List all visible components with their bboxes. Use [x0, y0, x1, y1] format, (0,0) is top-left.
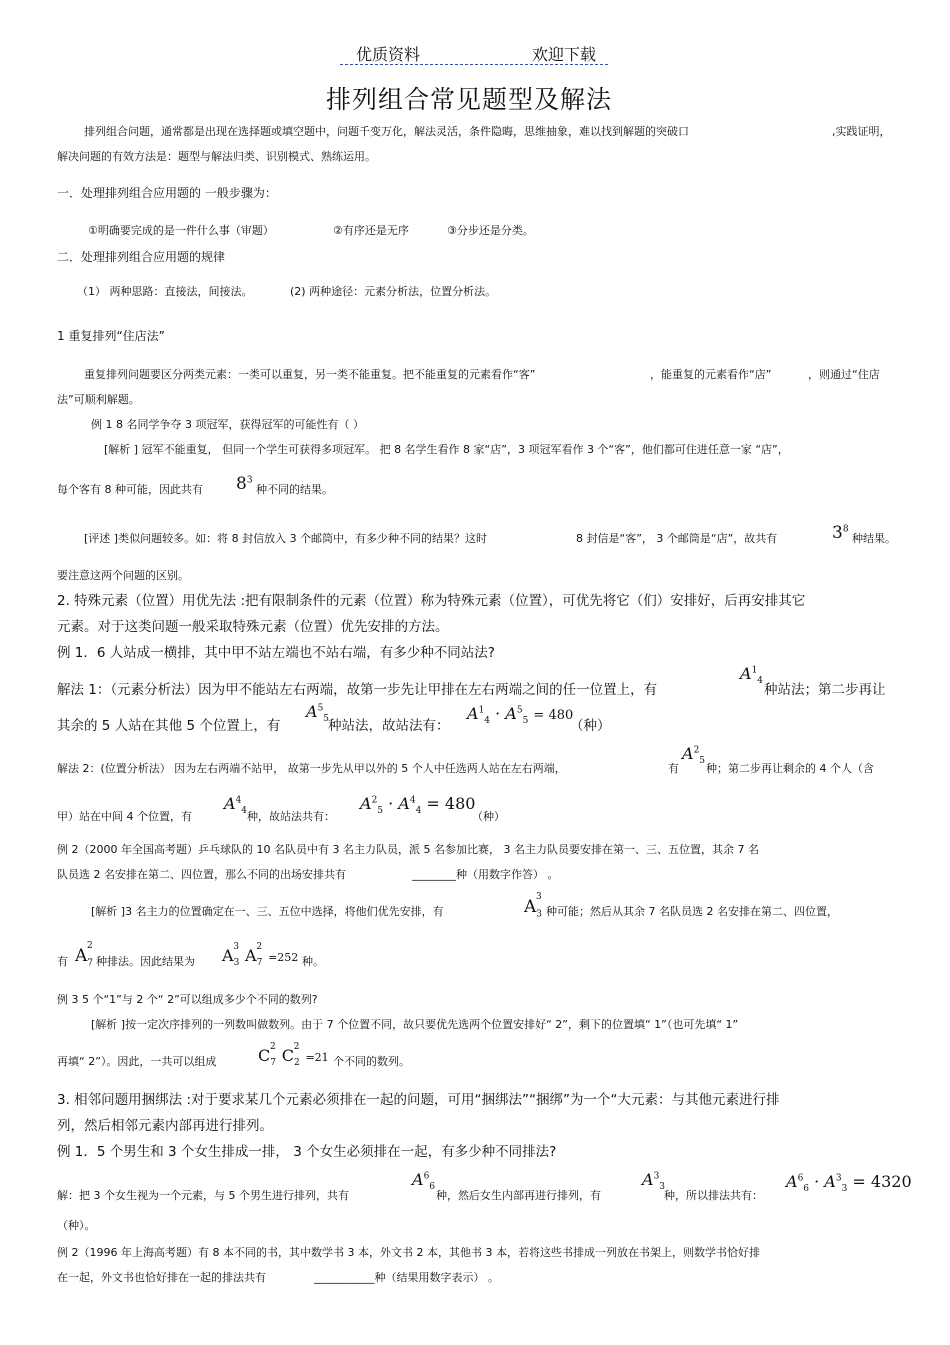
intro-line-1: 排列组合问题，通常都是出现在选择题或填空题中，问题千变万化，解法灵活，条件隐晦，思维抽象，难以找到解题的突破口	[84, 125, 689, 138]
topic-1-review-c: 种结果。	[852, 532, 896, 545]
topic-2-heading-a: 2. 特殊元素（位置）用优先法 :把有限制条件的元素（位置）称为特殊元素（位置），可优先将它（们）安排好，后再安排其它	[57, 593, 806, 609]
header-divider	[340, 64, 608, 65]
topic-2-example-2b: 队员选 2 名安排在第二、四位置，那么不同的出场安排共有	[57, 868, 346, 881]
page-title: 排列组合常见题型及解法	[326, 85, 613, 114]
rule-a: （1） 两种思路：直接法，间接法。	[77, 285, 253, 298]
topic-1-solution-2a: 每个客有 8 种可能，因此共有	[57, 483, 203, 496]
topic-2-ex2-sol-1: [解析 ]3 名主力的位置确定在一、三、五位中选择，将他们优先安排，有	[91, 905, 444, 918]
topic-2-ex3-sol-2a: 再填“ 2”）。因此，一共可以组成	[57, 1055, 217, 1068]
topic-2-sol2-c: 种；第二步再让剩余的 4 个人（含	[706, 762, 874, 775]
perm-a6-6: $A^6_6$	[412, 1170, 436, 1193]
header-right: 欢迎下载	[532, 45, 597, 64]
topic-3-heading-a: 3. 相邻问题用捆绑法 :对于要求某几个元素必须排在一起的问题，可用“捆绑法”“捆绑”为一个“大元素：与其他元素进行排	[57, 1092, 780, 1108]
topic-2-sol2-d: 甲）站在中间 4 个位置，有	[57, 810, 192, 823]
topic-2-sol1-a: 解法 1：（元素分析法）因为甲不能站左右两端，故第一步先让甲排在左右两端之间的任一位置上，有	[57, 682, 658, 698]
topic-3-sol-c: 种，所以排法共有：	[664, 1189, 763, 1202]
topic-2-sol2-a: 解法 2：(位置分析法） 因为左右两端不站甲， 故第一步先从甲以外的 5 个人中任选两人站在左右两端，	[57, 762, 566, 775]
topic-2-example-2c: ________种（用数字作答） 。	[412, 868, 559, 881]
topic-1-note: 要注意这两个问题的区别。	[57, 569, 189, 582]
topic-3-sol-a: 解：把 3 个女生视为一个元素，与 5 个男生进行排列，共有	[57, 1189, 349, 1202]
perm-a4-4: $A^4_4$	[224, 794, 248, 817]
topic-2-ex2-sol-2c: 种。	[302, 955, 324, 968]
step-b: ②有序还是无序	[333, 224, 409, 237]
topic-2-ex3-sol-1: [解析 ]按一定次序排列的一列数叫做数列。由于 7 个位置不同，故只要优先选两个位置安排好“ 2”，剩下的位置填“ 1”（也可先填“ 1”	[91, 1018, 739, 1031]
product-a4-a5: $A^1_4 \cdot A^5_5 = 480$	[467, 704, 574, 727]
topic-3-sol-d: （种）。	[57, 1219, 96, 1232]
topic-2-sol1-c: 其余的 5 人站在其他 5 个位置上，有	[57, 718, 281, 734]
power-8-3: $8^3$	[236, 474, 253, 494]
topic-3-example-2b: 在一起，外文书也恰好排在一起的排法共有	[57, 1271, 266, 1284]
topic-2-example-1: 例 1．6 人站成一横排，其中甲不站左端也不站右端，有多少种不同站法?	[57, 645, 495, 661]
topic-2-sol2-b: 有	[668, 762, 679, 775]
topic-2-sol1-d: 种站法，故站法有：	[328, 718, 450, 734]
product-a6-a3: $A^6_6 \cdot A^3_3 = 4320$	[786, 1172, 912, 1195]
power-3-8: $3^8$	[832, 523, 849, 543]
topic-2-sol1-e: （种）	[570, 718, 611, 734]
topic-2-example-2a: 例 2（2000 年全国高考题）乒乓球队的 10 名队员中有 3 名主力队员，派 5 名参加比赛， 3 名主力队员要安排在第一、三、五位置，其余 7 名	[57, 843, 759, 856]
topic-2-sol2-e: 种，故站法共有：	[247, 810, 335, 823]
topic-2-ex3-sol-2b: 个不同的数列。	[333, 1055, 410, 1068]
combination-c7-c2: $C_7^2$ $C_2^2=21$	[258, 1041, 329, 1069]
topic-1-para-1c: ，则通过“住店	[808, 368, 880, 381]
topic-3-example-2c: ___________种（结果用数字表示） 。	[314, 1271, 499, 1284]
topic-1-review-b: 8 封信是“客”， 3 个邮筒是“店”，故共有	[576, 532, 778, 545]
topic-1-para-1b: ，能重复的元素看作“店”	[650, 368, 772, 381]
header-left: 优质资料	[356, 45, 421, 64]
topic-1-example: 例 1 8 名同学争夺 3 项冠军，获得冠军的可能性有（ ）	[91, 418, 364, 431]
topic-3-sol-b: 种，然后女生内部再进行排列，有	[436, 1189, 601, 1202]
product-a5-a4: $A^2_5 \cdot A^4_4 = 480$	[360, 794, 476, 817]
product-a3-a7: $A_3^3$ $A_7^2=252$	[222, 941, 299, 969]
topic-2-ex2-sol-2a: 有	[57, 955, 68, 968]
topic-3-heading-b: 列，然后相邻元素内部再进行排列。	[57, 1118, 273, 1134]
topic-2-sol2-f: （种）	[472, 810, 505, 823]
perm-a4-1: $A^1_4$	[740, 664, 764, 687]
topic-1-para-1: 重复排列问题要区分两类元素：一类可以重复，另一类不能重复。把不能重复的元素看作“客”	[84, 368, 536, 381]
topic-2-sol1-b: 种站法；第二步再让	[764, 682, 886, 698]
topic-1-heading: 1 重复排列“住店法”	[57, 329, 165, 343]
perm-a3-3b: $A^3_3$	[642, 1170, 666, 1193]
perm-a3-3: $A_3^3$	[524, 892, 543, 920]
topic-1-solution: [解析 ] 冠军不能重复， 但同一个学生可获得多项冠军。 把 8 名学生看作 8 家“店”，3 项冠军看作 3 个“客”，他们都可住进任意一家 “店”，	[104, 443, 789, 456]
step-a: ①明确要完成的是一件什么事（审题）	[88, 224, 274, 237]
perm-a7-2: $A_7^2$	[75, 941, 94, 969]
section-2-heading: 二．处理排列组合应用题的规律	[57, 250, 226, 264]
rule-b: (2) 两种途径：元素分析法，位置分析法。	[290, 285, 497, 298]
topic-2-ex2-sol-1b: 种可能；然后从其余 7 名队员选 2 名安排在第二、四位置，	[546, 905, 838, 918]
section-1-heading: 一．处理排列组合应用题的 一般步骤为：	[57, 186, 277, 200]
intro-line-1b: ,实践证明，	[832, 125, 891, 138]
topic-2-heading-b: 元素。对于这类问题一般采取特殊元素（位置）优先安排的方法。	[57, 619, 449, 635]
topic-2-ex2-sol-2b: 种排法。因此结果为	[96, 955, 195, 968]
topic-3-example-1: 例 1．5 个男生和 3 个女生排成一排， 3 个女生必须排在一起，有多少种不同排法?	[57, 1144, 557, 1160]
perm-a5-2: $A^2_5$	[682, 744, 706, 767]
step-c: ③分步还是分类。	[447, 224, 534, 237]
topic-1-review-a: [评述 ]类似问题较多。如：将 8 封信放入 3 个邮筒中，有多少种不同的结果？这时	[84, 532, 488, 545]
topic-2-example-3: 例 3 5 个“1”与 2 个“ 2”可以组成多少个不同的数列?	[57, 993, 318, 1006]
topic-3-example-2a: 例 2（1996 年上海高考题）有 8 本不同的书，其中数学书 3 本，外文书 2 本，其他书 3 本，若将这些书排成一列放在书架上，则数学书恰好排	[57, 1246, 760, 1259]
topic-1-solution-2b: 种不同的结果。	[256, 483, 333, 496]
perm-a5-5: $A^5_5$	[306, 702, 330, 725]
intro-line-2: 解决问题的有效方法是：题型与解法归类、识别模式、熟练运用。	[57, 150, 376, 163]
topic-1-para-2: 法”可顺利解题。	[57, 393, 140, 406]
